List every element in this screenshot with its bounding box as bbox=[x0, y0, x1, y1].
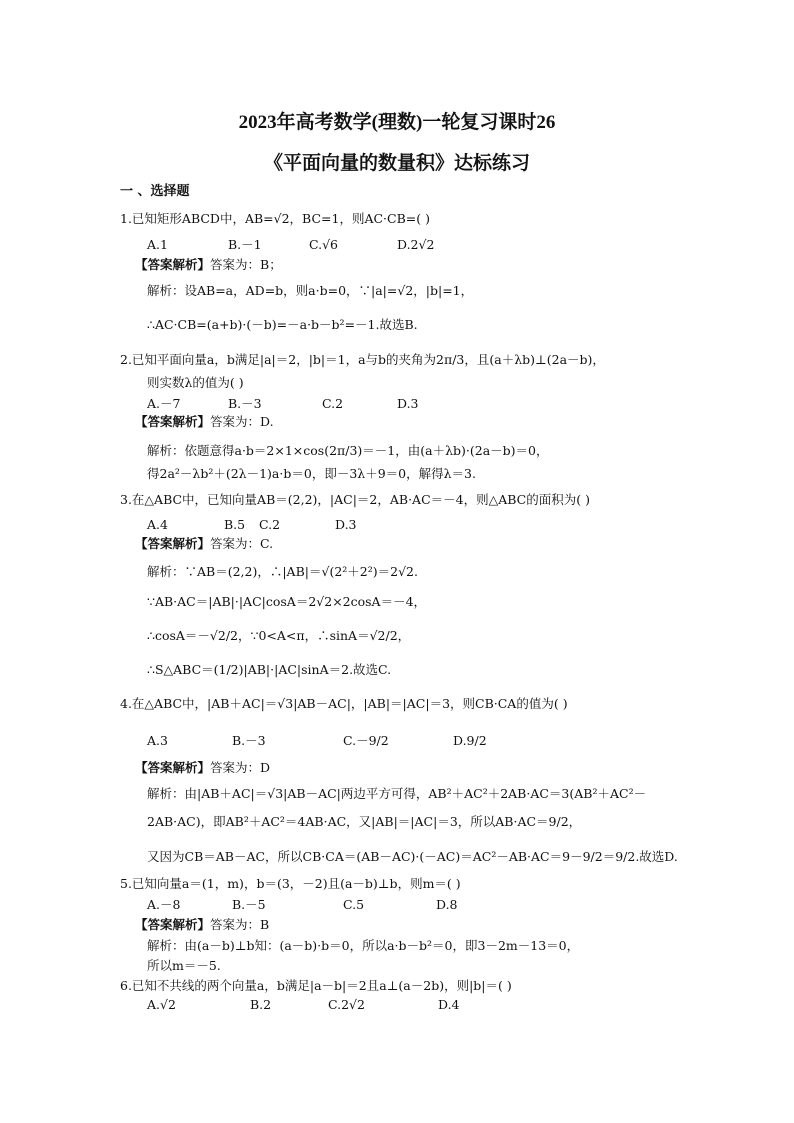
question-5-stem: 5.已知向量a＝(1，m)，b＝(3，－2)且(a－b)⊥b，则m＝( ) bbox=[120, 876, 461, 891]
answer-label: 【答案解析】 bbox=[135, 917, 211, 932]
question-3-stem: 3.在△ABC中，已知向量AB＝(2,2)，|AC|＝2，AB·AC＝－4，则△ABC的面积为( ) bbox=[120, 492, 590, 507]
q3-option-d: D.3 bbox=[335, 517, 357, 532]
q5-option-d: D.8 bbox=[436, 897, 458, 912]
answer-label: 【答案解析】 bbox=[135, 536, 211, 551]
q4-option-c: C.－9/2 bbox=[343, 733, 389, 748]
q2-option-d: D.3 bbox=[397, 396, 419, 411]
section-heading: 一 、选择题 bbox=[120, 184, 190, 199]
q5-solution-line-1: 解析：由(a－b)⊥b知：(a－b)·b＝0，所以a·b－b²＝0，即3－2m－13＝0， bbox=[147, 938, 580, 953]
q5-answer bbox=[135, 917, 269, 933]
q4-solution-line-3: 又因为CB＝AB－AC，所以CB·CA＝(AB－AC)·(－AC)＝AC²－AB·AC＝9－9/2＝9/2.故选D. bbox=[147, 849, 678, 864]
q4-solution-line-1: 解析：由|AB＋AC|＝√3|AB－AC|两边平方可得，AB²＋AC²＋2AB·AC＝3(AB²＋AC²－ bbox=[147, 786, 647, 801]
q3-solution-line-2: ∵AB·AC＝|AB|·|AC|cosA＝2√2×2cosA＝－4， bbox=[147, 594, 427, 609]
q5-option-c: C.5 bbox=[343, 897, 365, 912]
q4-option-d: D.9/2 bbox=[453, 733, 487, 748]
q5-answer-text: 答案为：B bbox=[210, 917, 270, 932]
q5-option-b: B.－5 bbox=[232, 897, 266, 912]
q2-solution-line-1: 解析：依题意得a·b＝2×1×cos(2π/3)＝－1，由(a＋λb)·(2a－b)＝0， bbox=[147, 443, 549, 458]
q2-option-b: B.－3 bbox=[228, 396, 262, 411]
q3-solution-line-3: ∴cosA＝－√2/2，∵0<A<π，∴sinA＝√2/2， bbox=[147, 628, 411, 643]
answer-label: 【答案解析】 bbox=[135, 414, 211, 429]
q4-answer bbox=[135, 760, 270, 776]
q4-solution-line-2: 2AB·AC)，即AB²＋AC²＝4AB·AC，又|AB|＝|AC|＝3，所以AB·AC＝9/2， bbox=[147, 814, 582, 829]
document-title: 2023年高考数学(理数)一轮复习课时26 bbox=[238, 112, 556, 133]
q6-option-a: A.√2 bbox=[147, 997, 176, 1012]
q1-option-c: C.√6 bbox=[309, 237, 339, 252]
q2-answer-text: 答案为：D. bbox=[210, 414, 274, 429]
q6-option-c: C.2√2 bbox=[328, 997, 365, 1012]
q4-option-b: B.－3 bbox=[232, 733, 266, 748]
q1-solution-line-1: 解析：设AB=a，AD=b，则a·b=0，∵|a|=√2，|b|=1， bbox=[147, 283, 474, 298]
q3-solution-line-4: ∴S△ABC＝(1/2)|AB|·|AC|sinA＝2.故选C. bbox=[147, 662, 392, 677]
question-2-stem-line-2: 则实数λ的值为( ) bbox=[147, 375, 244, 390]
question-1-stem: 1.已知矩形ABCD中，AB=√2，BC=1，则AC·CB=( ) bbox=[120, 211, 430, 226]
q2-solution-line-2: 得2a²－λb²＋(2λ－1)a·b＝0，即－3λ＋9＝0，解得λ＝3. bbox=[147, 466, 476, 481]
question-6-stem: 6.已知不共线的两个向量a，b满足|a－b|＝2且a⊥(a－2b)，则|b|＝( ) bbox=[120, 978, 512, 993]
q1-answer-text: 答案为：B； bbox=[210, 257, 282, 272]
q3-option-b: B.5 bbox=[224, 517, 246, 532]
q1-answer bbox=[135, 257, 282, 273]
q2-answer bbox=[135, 414, 274, 430]
q5-solution-line-2: 所以m＝－5. bbox=[147, 958, 221, 973]
q6-option-b: B.2 bbox=[250, 997, 272, 1012]
document-subtitle: 《平面向量的数量积》达标练习 bbox=[263, 153, 530, 174]
q2-option-a: A.－7 bbox=[147, 396, 181, 411]
q1-option-b: B.－1 bbox=[228, 237, 262, 252]
q5-option-a: A.－8 bbox=[147, 897, 181, 912]
q1-option-a: A.1 bbox=[147, 237, 168, 252]
q2-option-c: C.2 bbox=[322, 396, 344, 411]
q4-option-a: A.3 bbox=[147, 733, 168, 748]
q1-option-d: D.2√2 bbox=[397, 237, 435, 252]
q3-answer-text: 答案为：C. bbox=[210, 536, 274, 551]
answer-label: 【答案解析】 bbox=[135, 257, 211, 272]
q3-option-c: C.2 bbox=[259, 517, 281, 532]
q4-answer-text: 答案为：D bbox=[210, 760, 271, 775]
q3-answer bbox=[135, 536, 273, 552]
question-2-stem-line-1: 2.已知平面向量a，b满足|a|＝2，|b|＝1，a与b的夹角为2π/3，且(a＋λb)⊥(2a－b)， bbox=[120, 352, 605, 367]
q3-solution-line-1: 解析：∵AB＝(2,2)，∴|AB|＝√(2²＋2²)＝2√2. bbox=[147, 564, 418, 579]
q3-option-a: A.4 bbox=[147, 517, 168, 532]
question-4-stem: 4.在△ABC中，|AB＋AC|＝√3|AB－AC|，|AB|＝|AC|＝3，则CB·CA的值为( ) bbox=[120, 696, 568, 711]
answer-label: 【答案解析】 bbox=[135, 760, 211, 775]
q1-solution-line-2: ∴AC·CB=(a+b)·(－b)=－a·b－b²=－1.故选B. bbox=[147, 317, 418, 332]
q6-option-d: D.4 bbox=[438, 997, 460, 1012]
